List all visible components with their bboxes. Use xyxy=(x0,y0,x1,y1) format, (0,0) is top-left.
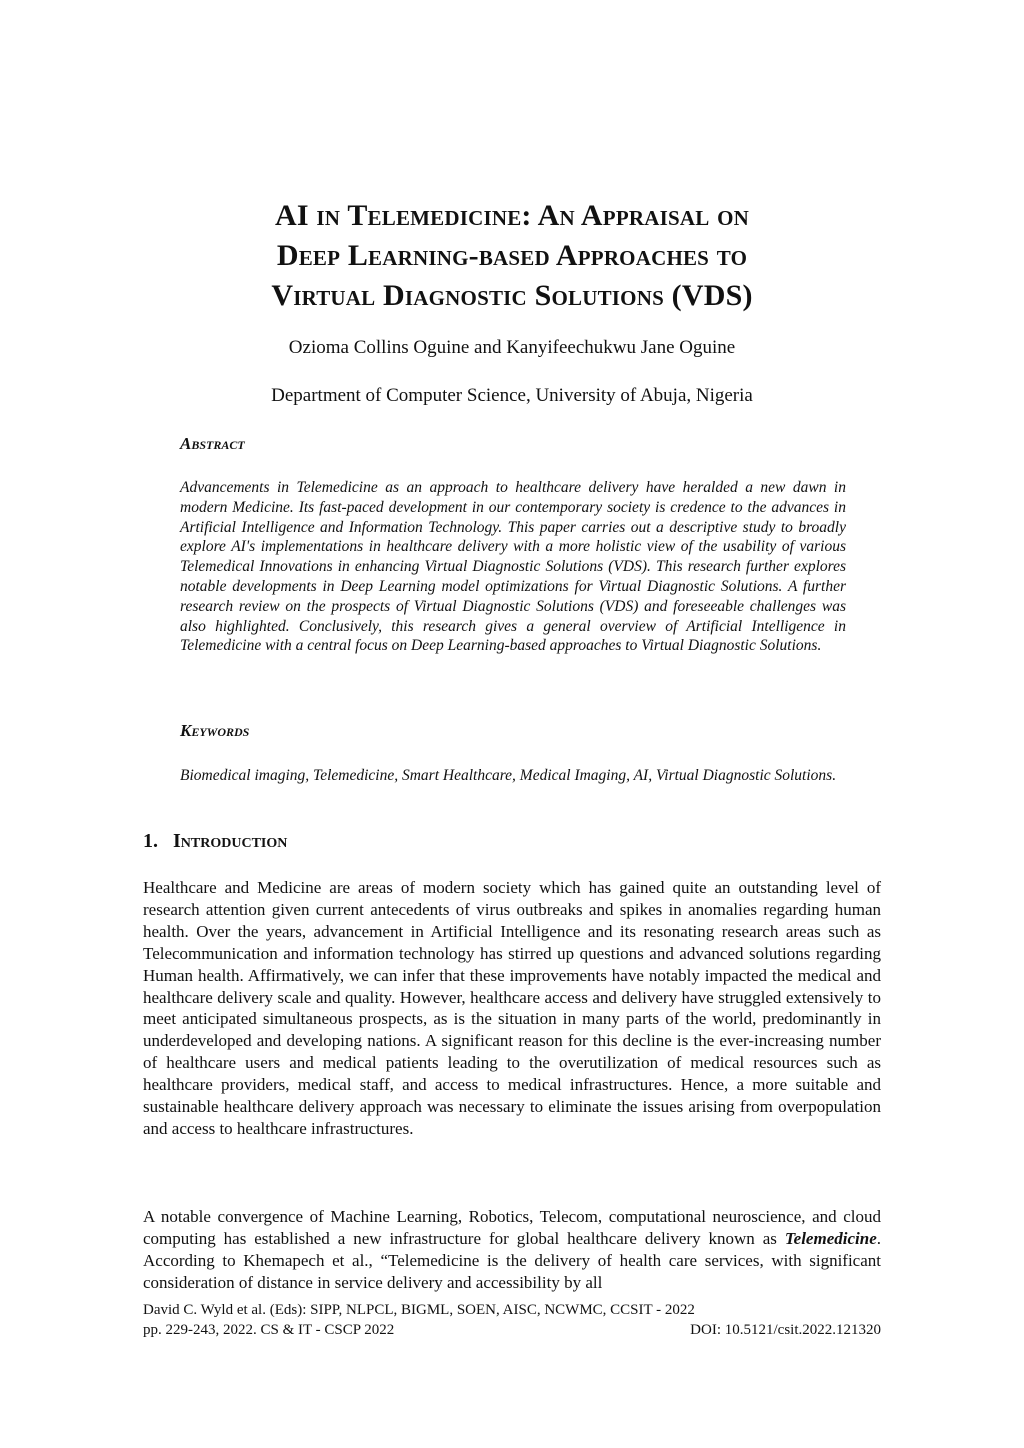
keywords-body: Biomedical imaging, Telemedicine, Smart Healthcare, Medical Imaging, AI, Virtual Diagnostic Solutions. xyxy=(180,767,837,784)
footer-doi: DOI: 10.5121/csit.2022.121320 xyxy=(690,1322,881,1338)
section-number: 1. xyxy=(143,830,158,852)
abstract-heading: Abstract xyxy=(180,434,245,453)
title-line: Deep Learning-based Approaches to xyxy=(276,239,748,272)
paper-title xyxy=(120,196,904,316)
section-title: Introduction xyxy=(173,830,288,852)
paragraph-text: . According to Khemapech et al., “Telemedicine is the delivery of health care services, with significant consideration of distance in service delivery and accessibility by all xyxy=(143,1228,881,1292)
introduction-heading xyxy=(143,830,287,853)
keywords-heading: Keywords xyxy=(180,721,250,740)
title-line: AI in Telemedicine: An Appraisal on xyxy=(274,199,750,232)
footer-citation: David C. Wyld et al. (Eds): SIPP, NLPCL, BIGML, SOEN, AISC, NCWMC, CCSIT - 2022 xyxy=(143,1302,695,1318)
paragraph-text: A notable convergence of Machine Learning, Robotics, Telecom, computational neuroscience, and cloud computing has established a new infrastructure for global healthcare delivery known as xyxy=(143,1207,881,1248)
title-line: Virtual Diagnostic Solutions (VDS) xyxy=(271,279,753,312)
footer-pages: pp. 229-243, 2022. CS & IT - CSCP 2022 xyxy=(143,1322,395,1338)
abstract-body: Advancements in Telemedicine as an approach to healthcare delivery have heralded a new dawn in modern Medicine. Its fast-paced development in our contemporary society is credence to the advances in Artificial Intelligence and Information Technology. This paper carries out a descriptive study to broadly explore AI's implementations in healthcare delivery with a more holistic view of the usability of various Telemedical Innovations in enhancing Virtual Diagnostic Solutions (VDS). This research further explores notable developments in Deep Learning model optimizations for Virtual Diagnostic Solutions. A further research review on the prospects of Virtual Diagnostic Solutions (VDS) and foreseeable challenges was also highlighted. Conclusively, this research gives a general overview of Artificial Intelligence in Telemedicine with a central focus on Deep Learning-based approaches to Virtual Diagnostic Solutions. xyxy=(180,479,846,655)
emphasized-term: Telemedicine xyxy=(784,1228,877,1248)
author-list: Ozioma Collins Oguine and Kanyifeechukwu Jane Oguine xyxy=(288,337,736,358)
intro-paragraph-1: Healthcare and Medicine are areas of modern society which has gained quite an outstanding level of research attention given current antecedents of virus outbreaks and spikes in anomalies regarding human health. Over the years, advancement in Artificial Intelligence and its resonating research areas such as Telecommunication and information technology has stirred up questions and advanced solutions regarding Human health. Affirmatively, we can infer that these improvements have notably impacted the medical and healthcare delivery scale and quality. However, healthcare access and delivery have struggled extensively to meet anticipated simultaneous prospects, as is the situation in many parts of the world, predominantly in underdeveloped and developing nations. A significant reason for this decline is the ever-increasing number of healthcare users and medical patients leading to the overutilization of medical resources such as healthcare providers, medical staff, and access to medical infrastructures. Hence, a more suitable and sustainable healthcare delivery approach was necessary to eliminate the issues arising from overpopulation and access to healthcare infrastructures. xyxy=(143,878,881,1138)
author-affiliation: Department of Computer Science, University of Abuja, Nigeria xyxy=(271,385,753,406)
intro-paragraph-2 xyxy=(143,1206,881,1294)
footer-publication xyxy=(143,1320,881,1340)
